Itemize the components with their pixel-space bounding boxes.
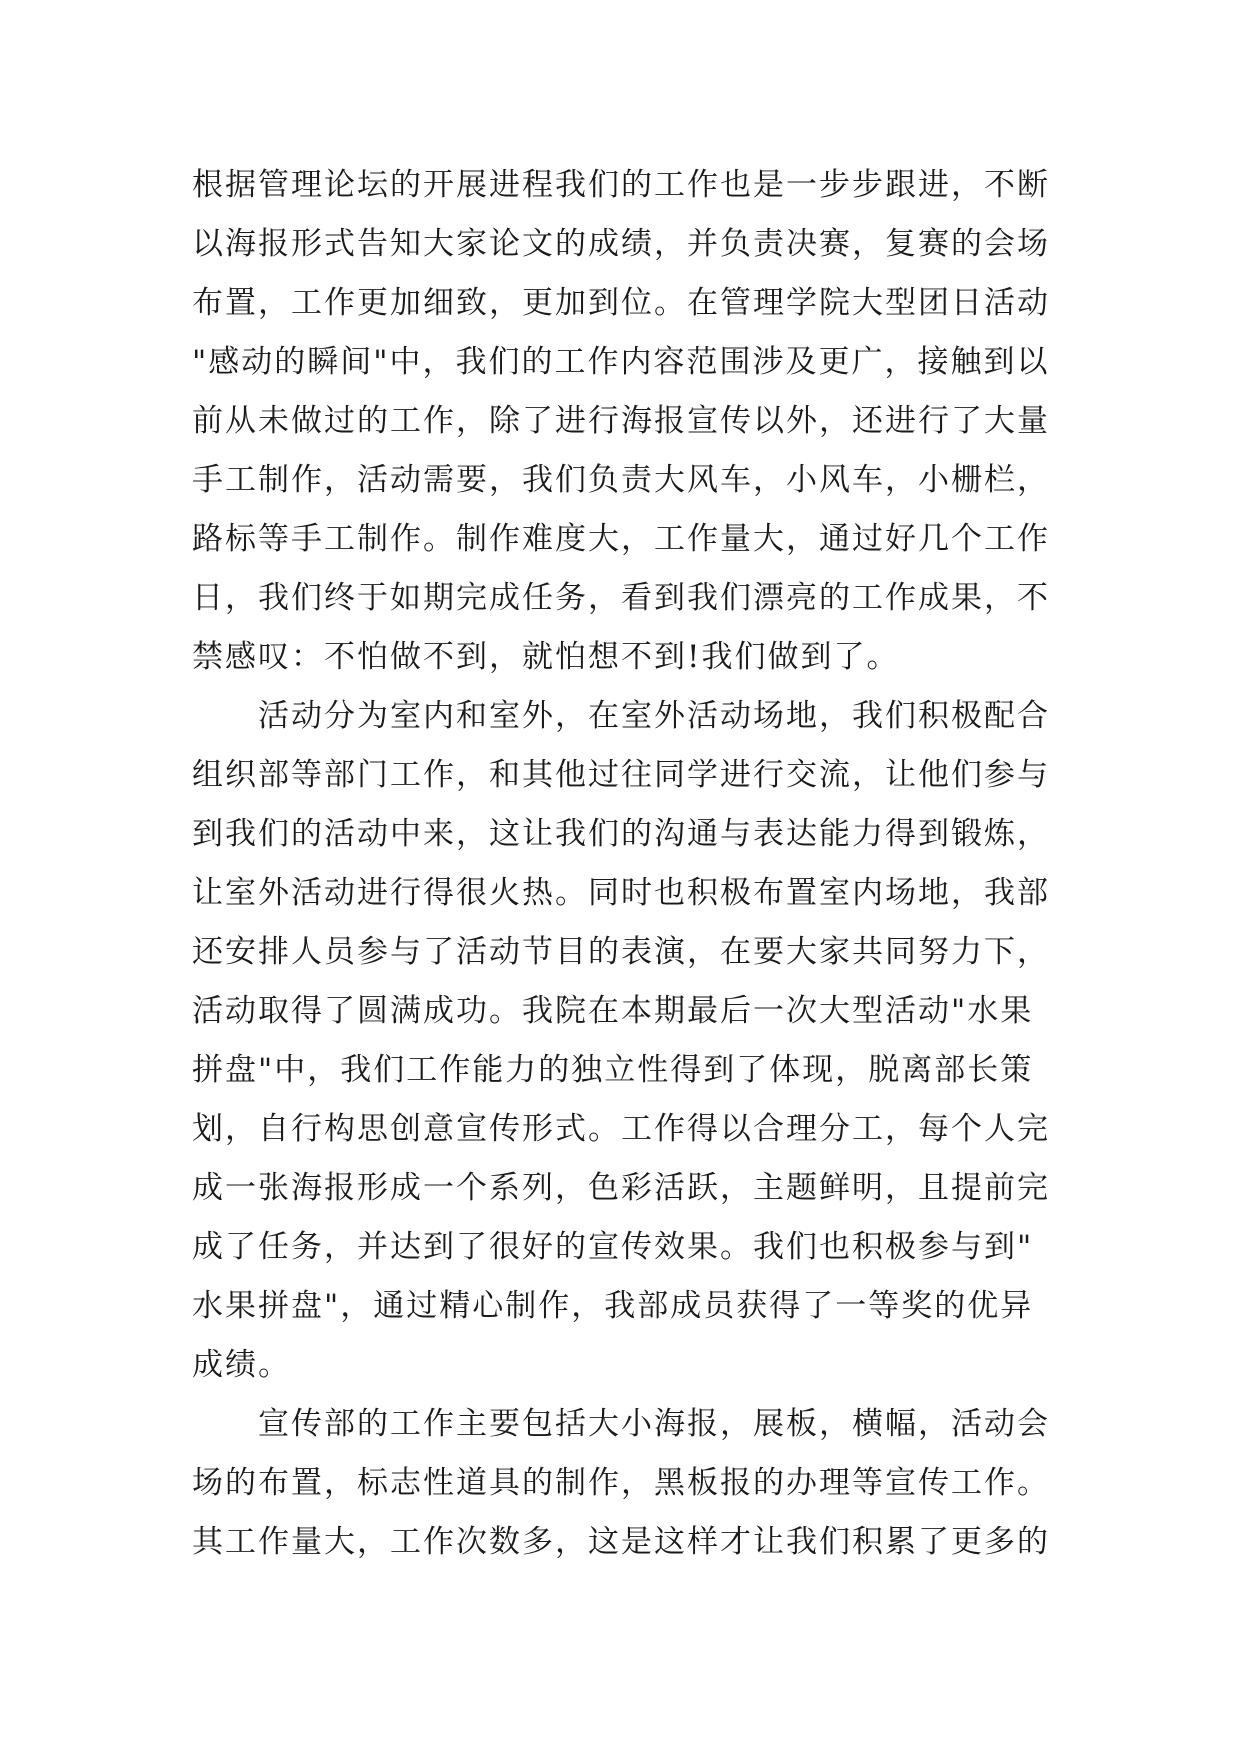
- text-line: 让室外活动进行得很火热。同时也积极布置室内场地，我部: [192, 875, 1050, 911]
- text-line: 组织部等部门工作，和其他过往同学进行交流，让他们参与: [192, 757, 1050, 793]
- text-line: 前从未做过的工作，除了进行海报宣传以外，还进行了大量: [192, 403, 1050, 439]
- text-line: 活动分为室内和室外，在室外活动场地，我们积极配合: [258, 698, 1050, 734]
- text-line: 水果拼盘"，通过精心制作，我部成员获得了一等奖的优异: [192, 1288, 1034, 1324]
- text-line: 其工作量大，工作次数多，这是这样才让我们积累了更多的: [192, 1524, 1050, 1560]
- text-line: 成一张海报形成一个系列，色彩活跃，主题鲜明，且提前完: [192, 1170, 1050, 1206]
- text-line: 成了任务，并达到了很好的宣传效果。我们也积极参与到": [192, 1229, 1034, 1265]
- text-line: 场的布置，标志性道具的制作，黑板报的办理等宣传工作。: [192, 1465, 1050, 1501]
- text-line: 还安排人员参与了活动节目的表演，在要大家共同努力下，: [192, 934, 1050, 970]
- text-line: 宣传部的工作主要包括大小海报，展板，横幅，活动会: [258, 1406, 1050, 1442]
- paragraph-3: [192, 1395, 1072, 1572]
- text-line: 根据管理论坛的开展进程我们的工作也是一步步跟进，不断: [192, 167, 1050, 203]
- text-line: 以海报形式告知大家论文的成绩，并负责决赛，复赛的会场: [192, 226, 1050, 262]
- text-line: 路标等手工制作。制作难度大，工作量大，通过好几个工作: [192, 521, 1050, 557]
- text-line: 到我们的活动中来，这让我们的沟通与表达能力得到锻炼，: [192, 816, 1050, 852]
- paragraph-1: [192, 156, 1072, 687]
- text-line: 活动取得了圆满成功。我院在本期最后一次大型活动"水果: [192, 993, 1034, 1029]
- text-line: 划，自行构思创意宣传形式。工作得以合理分工，每个人完: [192, 1111, 1050, 1147]
- text-line: "感动的瞬间"中，我们的工作内容范围涉及更广，接触到以: [192, 344, 1050, 380]
- paragraph-2: [192, 687, 1072, 1395]
- text-line: 拼盘"中，我们工作能力的独立性得到了体现，脱离部长策: [192, 1052, 1034, 1088]
- text-line: 手工制作，活动需要，我们负责大风车，小风车，小栅栏，: [192, 462, 1050, 498]
- text-line: 布置，工作更加细致，更加到位。在管理学院大型团日活动: [192, 285, 1050, 321]
- text-line: 日，我们终于如期完成任务，看到我们漂亮的工作成果，不: [192, 580, 1050, 616]
- document-body: [192, 156, 1072, 1572]
- text-line: 成绩。: [192, 1347, 291, 1383]
- text-line: 禁感叹：不怕做不到，就怕想不到!我们做到了。: [192, 639, 900, 675]
